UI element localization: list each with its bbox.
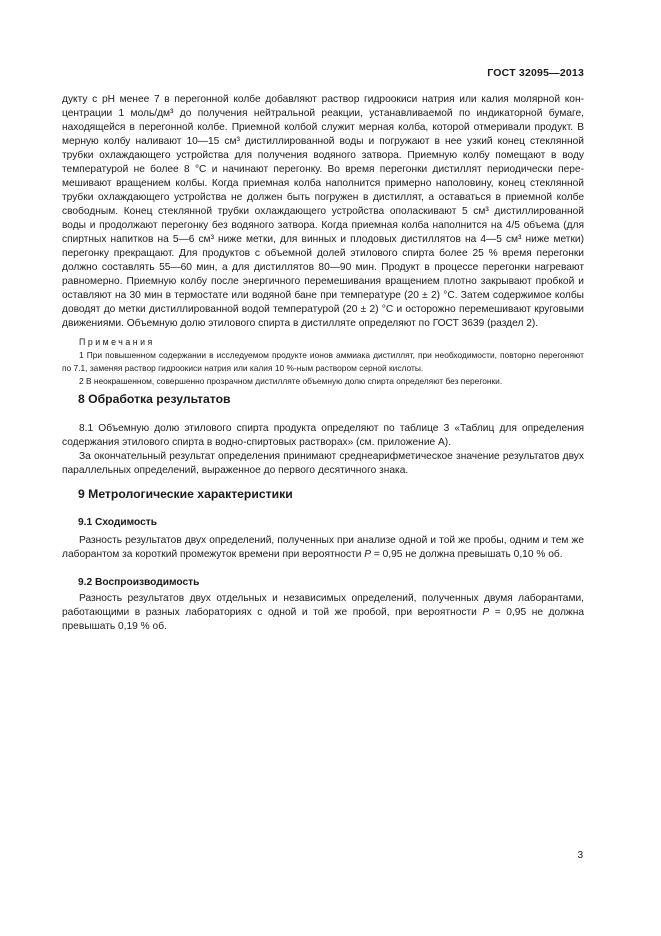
body-continuation [62, 93, 584, 388]
subsection-9-1-body [62, 534, 584, 562]
subsection-9-1-text-a: Разность результатов двух определений, полученных при анализе одной и той же пробы, одним и тем же лаборантом за короткий промежуток времени при вероятности [62, 535, 584, 560]
section-9-title: 9 Метрологические характеристики [78, 487, 293, 501]
subsection-9-2-title: 9.2 Воспроизводимость [78, 577, 200, 588]
subsection-9-2-paragraph [62, 592, 584, 634]
section-8-paragraph-2: За окончательный результат определения принимают среднеарифметическое значение результатов двух параллельных определений, выраженное до первого десятичного знака. [62, 451, 584, 476]
subsection-9-2-text-b: = 0,95 не должна превышать 0,19 % об. [62, 607, 584, 632]
notes-title: Примечания [79, 337, 155, 347]
note-2: 2 В неокрашенном, совершенно прозрачном дистилляте объемную долю спирта определяют без перегонки. [79, 376, 503, 386]
subsection-9-1-text-b: = 0,95 не должна превышать 0,10 % об. [371, 549, 563, 560]
note-1: 1 При повышенном содержании в исследуемом продукте ионов аммиака дистиллят, при необходимости, повторно перегоняют по 7.1, заменяя раствор гидроокиси натрия или калия 10 %-ным раствором серной кислоты. [62, 350, 584, 373]
subsection-9-2-body [62, 592, 584, 634]
section-8-body [62, 422, 584, 478]
subsection-9-2-text-a: Разность результатов двух отдельных и независимых определений, полученных двумя лаборантами, работающими в разных лабораториях с одной и той же пробой, при вероятности [62, 593, 584, 618]
paragraph-distillation: дукту с рН менее 7 в перегонной колбе добавляют раствор гидроокиси натрия или калия молярной концентрации 1 моль/дм³ до получения нейтральной реакции, устанавливаемой по индикаторной бумаге, находящейся в перегонной колбе. Приемной колбой служит мерная колба, которой отмеривали продукт. В мерную колбу наливают 10—15 см³ дистиллированной воды и погружают в нее узкий конец стеклянной трубки охлаждающего устройства для получения водяного затвора. Приемную колбу помещают в воду температурой не более 8 °С и начинают перегонку. Во время перегонки дистиллят периодически перемешивают вращением колбы. Когда приемная колба наполнится примерно наполовину, конец стеклянной трубки охлаждающего устройства не должен быть погружен в дистиллят, а оставаться в приемной колбе свободным. Конец стеклянной трубки охлаждающего устройства ополаскивают 5 см³ дистиллированной воды и продолжают перегонку без водяного затвора. Когда приемная колба наполнится на 4/5 объема (для спиртных напитков на 5—6 см³ ниже метки, для винных и плодовых дистиллятов на 4—5 см³ ниже метки) перегонку прекращают. Для продуктов с объемной долей этилового спирта более 25 % время перегонки должно составлять 55—60 мин, а для дистиллятов 80—90 мин. Продукт в процессе перегонки нагревают равномерно. Приемную колбу после энергичного перемешивания вращением плотно закрывают пробкой и оставляют на 30 мин в термостате или водяной бане при температуре (20 ± 2) °С. Затем содержимое колбы доводят до метки дистиллированной водой температурой (20 ± 2) °С и осторожно перемешивают круговыми движениями. Объемную долю этилового спирта в дистилляте определяют по ГОСТ 3639 (раздел 2). [62, 94, 584, 329]
probability-variable: Р [482, 607, 490, 618]
subsection-9-1-paragraph [62, 534, 584, 562]
subsection-9-1-title: 9.1 Сходимость [78, 517, 157, 528]
page-number: 3 [577, 850, 583, 861]
probability-variable: Р [364, 549, 372, 560]
document-header-id: ГОСТ 32095—2013 [487, 67, 584, 79]
section-8-paragraph-1: 8.1 Объемную долю этилового спирта продукта определяют по таблице 3 «Таблиц для определения содержания этилового спирта в водно-спиртовых растворах» (см. приложение А). [62, 423, 584, 448]
section-8-title: 8 Обработка результатов [78, 392, 231, 406]
